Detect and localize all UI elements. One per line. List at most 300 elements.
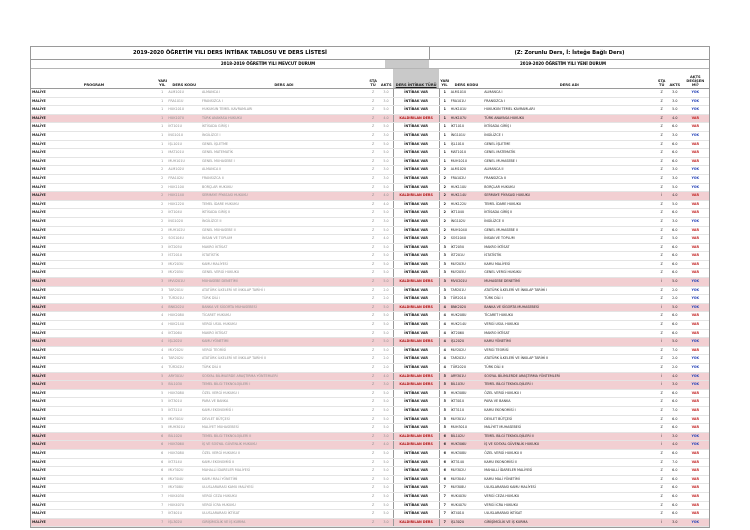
old-yariyil-cell: 5 bbox=[157, 406, 167, 415]
akts-changed-cell: YOK bbox=[682, 295, 709, 304]
old-code-cell: MAT101U bbox=[167, 149, 201, 158]
intibak-type-cell: KALDIRILAN DERS bbox=[393, 372, 439, 381]
akts-changed-cell: VAR bbox=[682, 252, 709, 261]
old-yariyil-cell: 1 bbox=[157, 131, 167, 140]
table-row bbox=[31, 183, 709, 192]
old-code-cell: İNG101U bbox=[167, 131, 201, 140]
new-status-cell: İ bbox=[655, 432, 668, 441]
table-row bbox=[31, 381, 709, 390]
old-akts-cell: 4.0 bbox=[379, 372, 393, 381]
new-code-cell: İKT401U bbox=[450, 510, 484, 519]
new-status-cell: Z bbox=[655, 415, 668, 424]
old-code-cell: HUK114U bbox=[167, 192, 201, 201]
intibak-type-cell: İNTİBAK VAR bbox=[393, 260, 439, 269]
new-yariyil-cell: 7 bbox=[439, 518, 449, 527]
new-code-cell: MVU201U bbox=[450, 278, 484, 287]
new-akts-cell: 6.0 bbox=[668, 269, 682, 278]
old-yariyil-cell: 3 bbox=[157, 278, 167, 287]
new-name-cell: KAMU MALİ YÖNETİMİ bbox=[483, 475, 655, 484]
program-cell: MALİYE bbox=[31, 97, 157, 106]
old-status-cell: Z bbox=[367, 406, 380, 415]
new-status-cell: İ bbox=[655, 303, 668, 312]
new-akts-cell: 6.0 bbox=[668, 140, 682, 149]
old-akts-cell: 3.0 bbox=[379, 131, 393, 140]
program-cell: MALİYE bbox=[31, 157, 157, 166]
old-akts-cell: 5.0 bbox=[379, 449, 393, 458]
new-status-cell: Z bbox=[655, 217, 668, 226]
program-cell: MALİYE bbox=[31, 510, 157, 519]
table-row bbox=[31, 269, 709, 278]
table-row bbox=[31, 286, 709, 295]
old-yariyil-cell: 6 bbox=[157, 475, 167, 484]
old-code-cell: MUH101U bbox=[167, 157, 201, 166]
new-status-cell: Z bbox=[655, 355, 668, 364]
new-name-cell: VERGİ TEORİSİ bbox=[483, 346, 655, 355]
old-akts-cell: 5.0 bbox=[379, 415, 393, 424]
old-status-cell: Z bbox=[367, 97, 380, 106]
new-status-cell: Z bbox=[655, 243, 668, 252]
old-status-cell: Z bbox=[367, 346, 380, 355]
new-yariyil-cell: 1 bbox=[439, 123, 449, 132]
intibak-type-cell: İNTİBAK VAR bbox=[393, 243, 439, 252]
old-status-cell: Z bbox=[367, 114, 380, 123]
old-name-cell: KAMU YÖNETİMİ bbox=[201, 338, 367, 347]
table-row bbox=[31, 295, 709, 304]
akts-changed-cell: VAR bbox=[682, 406, 709, 415]
new-status-cell: Z bbox=[655, 424, 668, 433]
new-name-cell: MAHALLİ İDARELER MALİYESİ bbox=[483, 467, 655, 476]
intibak-type-cell: İNTİBAK VAR bbox=[393, 501, 439, 510]
old-status-cell: Z bbox=[367, 106, 380, 115]
new-yariyil-cell: 7 bbox=[439, 501, 449, 510]
old-status-cell: Z bbox=[367, 381, 380, 390]
old-code-cell: İŞL202U bbox=[167, 338, 201, 347]
new-name-cell: İŞ VE SOSYAL GÜVENLİK HUKUKU bbox=[483, 441, 655, 450]
intibak-table bbox=[31, 69, 709, 527]
intibak-type-cell: İNTİBAK VAR bbox=[393, 398, 439, 407]
new-name-cell: MAKRO İKTİSAT bbox=[483, 243, 655, 252]
old-yariyil-cell: 3 bbox=[157, 252, 167, 261]
old-name-cell: ALMANCA I bbox=[201, 89, 367, 98]
new-status-cell: Z bbox=[655, 510, 668, 519]
new-yariyil-cell: 1 bbox=[439, 157, 449, 166]
akts-changed-cell: VAR bbox=[682, 467, 709, 476]
old-code-cell: BİL102U bbox=[167, 432, 201, 441]
new-name-cell: KAMU EKONOMİSİ I bbox=[483, 406, 655, 415]
old-akts-cell: 3.0 bbox=[379, 97, 393, 106]
old-name-cell: KAMU MALİ YÖNETİMİ bbox=[201, 475, 367, 484]
old-yariyil-cell: 3 bbox=[157, 260, 167, 269]
old-akts-cell: 5.0 bbox=[379, 157, 393, 166]
intibak-type-cell: İNTİBAK VAR bbox=[393, 389, 439, 398]
new-code-cell: İNG101U bbox=[450, 131, 484, 140]
new-name-cell: TEMEL BİLGİ TEKNOLOJİLERİ II bbox=[483, 432, 655, 441]
old-name-cell: FRANSIZCA II bbox=[201, 174, 367, 183]
new-name-cell: MALİYET MUHASEBESİ bbox=[483, 424, 655, 433]
intibak-type-cell: İNTİBAK VAR bbox=[393, 183, 439, 192]
program-cell: MALİYE bbox=[31, 252, 157, 261]
old-code-cell: ALM102U bbox=[167, 166, 201, 175]
old-akts-cell: 3.0 bbox=[379, 217, 393, 226]
akts-changed-cell: VAR bbox=[682, 492, 709, 501]
old-status-cell: Z bbox=[367, 243, 380, 252]
new-code-cell: HUK114U bbox=[450, 192, 484, 201]
new-status-cell: Z bbox=[655, 321, 668, 330]
old-status-cell: Z bbox=[367, 157, 380, 166]
new-name-cell: KAMU MALİYESİ bbox=[483, 260, 655, 269]
new-yariyil-cell: 1 bbox=[439, 106, 449, 115]
new-code-cell: BİL103U bbox=[450, 381, 484, 390]
table-row bbox=[31, 355, 709, 364]
program-cell: MALİYE bbox=[31, 432, 157, 441]
new-code-cell: TAR201U bbox=[450, 286, 484, 295]
new-akts-cell: 6.0 bbox=[668, 424, 682, 433]
akts-changed-cell: VAR bbox=[682, 260, 709, 269]
new-yariyil-cell: 2 bbox=[439, 217, 449, 226]
new-yariyil-cell: 1 bbox=[439, 97, 449, 106]
new-code-cell: İŞL202U bbox=[450, 338, 484, 347]
new-yariyil-cell: 5 bbox=[439, 424, 449, 433]
program-cell: MALİYE bbox=[31, 166, 157, 175]
old-akts-cell: 4.0 bbox=[379, 441, 393, 450]
table-row bbox=[31, 484, 709, 493]
old-akts-cell: 5.0 bbox=[379, 278, 393, 287]
new-status-cell: Z bbox=[655, 492, 668, 501]
intibak-type-cell: İNTİBAK VAR bbox=[393, 510, 439, 519]
old-yariyil-cell: 3 bbox=[157, 295, 167, 304]
old-name-cell: KAMU EKONOMİSİ II bbox=[201, 458, 367, 467]
table-row bbox=[31, 131, 709, 140]
old-akts-cell: 4.0 bbox=[379, 235, 393, 244]
program-cell: MALİYE bbox=[31, 312, 157, 321]
akts-changed-cell: YOK bbox=[682, 364, 709, 373]
old-name-cell: TÜRK ANAYASA HUKUKU bbox=[201, 114, 367, 123]
old-code-cell: BNK202U bbox=[167, 303, 201, 312]
old-name-cell: İNSAN VE TOPLUM bbox=[201, 235, 367, 244]
table-row bbox=[31, 372, 709, 381]
new-code-cell: HUK407U bbox=[450, 501, 484, 510]
akts-changed-cell: VAR bbox=[682, 312, 709, 321]
old-yariyil-cell: 5 bbox=[157, 381, 167, 390]
old-yariyil-cell: 7 bbox=[157, 501, 167, 510]
intibak-type-cell: KALDIRILAN DERS bbox=[393, 278, 439, 287]
old-akts-cell: 5.0 bbox=[379, 269, 393, 278]
table-row bbox=[31, 278, 709, 287]
old-name-cell: İKTİSADA GİRİŞ II bbox=[201, 209, 367, 218]
old-name-cell: ATATÜRK İLKELERİ VE İNKILAP TARİHİ I bbox=[201, 286, 367, 295]
new-yariyil-cell: 6 bbox=[439, 458, 449, 467]
old-name-cell: İŞ VE SOSYAL GÜVENLİK HUKUKU bbox=[201, 441, 367, 450]
new-status-cell: Z bbox=[655, 200, 668, 209]
section-header-row bbox=[31, 60, 709, 69]
old-code-cell: TAR201U bbox=[167, 286, 201, 295]
new-yariyil-cell: 4 bbox=[439, 338, 449, 347]
old-akts-cell: 5.0 bbox=[379, 389, 393, 398]
old-status-cell: Z bbox=[367, 174, 380, 183]
akts-changed-cell: VAR bbox=[682, 226, 709, 235]
akts-changed-cell: VAR bbox=[682, 346, 709, 355]
program-cell: MALİYE bbox=[31, 355, 157, 364]
new-akts-cell: 5.0 bbox=[668, 183, 682, 192]
new-code-cell: MLY308U bbox=[450, 484, 484, 493]
new-code-cell: HUK308U bbox=[450, 449, 484, 458]
old-status-cell: Z bbox=[367, 338, 380, 347]
new-yariyil-cell: 3 bbox=[439, 260, 449, 269]
new-code-cell: HUK214U bbox=[450, 321, 484, 330]
old-status-cell: Z bbox=[367, 183, 380, 192]
akts-changed-cell: VAR bbox=[682, 123, 709, 132]
old-akts-cell: 5.0 bbox=[379, 501, 393, 510]
new-yariyil-cell: 1 bbox=[439, 89, 449, 98]
table-body bbox=[31, 89, 709, 527]
program-cell: MALİYE bbox=[31, 389, 157, 398]
old-code-cell: MUH301U bbox=[167, 424, 201, 433]
akts-changed-cell: YOK bbox=[682, 355, 709, 364]
intibak-type-cell: İNTİBAK VAR bbox=[393, 97, 439, 106]
old-status-cell: Z bbox=[367, 415, 380, 424]
old-name-cell: VERGİ USUL HUKUKU bbox=[201, 321, 367, 330]
akts-changed-cell: YOK bbox=[682, 174, 709, 183]
new-name-cell: ÖZEL VERGİ HUKUKU II bbox=[483, 449, 655, 458]
old-name-cell: GENEL VERGİ HUKUKU bbox=[201, 269, 367, 278]
old-code-cell: ARY301U bbox=[167, 372, 201, 381]
column-header-row bbox=[31, 69, 709, 89]
old-yariyil-cell: 2 bbox=[157, 166, 167, 175]
new-status-cell: Z bbox=[655, 286, 668, 295]
new-status-cell: Z bbox=[655, 295, 668, 304]
akts-changed-cell: VAR bbox=[682, 449, 709, 458]
new-akts-cell: 4.0 bbox=[668, 114, 682, 123]
new-code-cell: İKT101U bbox=[450, 123, 484, 132]
program-cell: MALİYE bbox=[31, 467, 157, 476]
old-name-cell: ALMANCA II bbox=[201, 166, 367, 175]
akts-changed-cell: YOK bbox=[682, 131, 709, 140]
program-cell: MALİYE bbox=[31, 269, 157, 278]
akts-changed-cell: YOK bbox=[682, 166, 709, 175]
new-status-cell: Z bbox=[655, 209, 668, 218]
new-code-cell: İŞL302U bbox=[450, 518, 484, 527]
new-code-cell: HUK306U bbox=[450, 441, 484, 450]
new-akts-cell: 6.0 bbox=[668, 209, 682, 218]
legend-note: (Z: Zorunlu Ders, İ: İsteğe Bağlı Ders) bbox=[514, 50, 625, 56]
old-name-cell: TEMEL BİLGİ TEKNOLOJİLERİ I bbox=[201, 381, 367, 390]
old-akts-cell: 2.0 bbox=[379, 364, 393, 373]
old-name-cell: İNGİLİZCE II bbox=[201, 217, 367, 226]
intibak-type-cell: İNTİBAK VAR bbox=[393, 157, 439, 166]
new-yariyil-cell: 4 bbox=[439, 364, 449, 373]
intibak-type-cell: İNTİBAK VAR bbox=[393, 217, 439, 226]
new-name-cell: İSTATİSTİK bbox=[483, 252, 655, 261]
table-row bbox=[31, 492, 709, 501]
new-name-cell: ULUSLARARASI KAMU MALİYESİ bbox=[483, 484, 655, 493]
intibak-type-cell: KALDIRILAN DERS bbox=[393, 381, 439, 390]
new-yariyil-cell: 2 bbox=[439, 235, 449, 244]
new-status-cell: Z bbox=[655, 123, 668, 132]
new-yariyil-cell: 2 bbox=[439, 192, 449, 201]
new-name-cell: KAMU EKONOMİSİ II bbox=[483, 458, 655, 467]
new-name-cell: MAKRO İKTİSAT bbox=[483, 329, 655, 338]
old-akts-cell: 5.0 bbox=[379, 140, 393, 149]
intibak-type-cell: İNTİBAK VAR bbox=[393, 226, 439, 235]
old-yariyil-cell: 7 bbox=[157, 510, 167, 519]
akts-changed-cell: YOK bbox=[682, 372, 709, 381]
akts-changed-cell: VAR bbox=[682, 157, 709, 166]
new-akts-cell: 6.0 bbox=[668, 329, 682, 338]
new-name-cell: TİCARET HUKUKU bbox=[483, 312, 655, 321]
intibak-type-cell: İNTİBAK VAR bbox=[393, 346, 439, 355]
new-name-cell: GENEL MUHASEBE I bbox=[483, 157, 655, 166]
old-status-cell: Z bbox=[367, 217, 380, 226]
old-status-cell: Z bbox=[367, 89, 380, 98]
new-status-cell: Z bbox=[655, 329, 668, 338]
table-row bbox=[31, 415, 709, 424]
new-name-cell: PARA VE BANKA bbox=[483, 398, 655, 407]
intibak-type-cell: KALDIRILAN DERS bbox=[393, 441, 439, 450]
program-cell: MALİYE bbox=[31, 131, 157, 140]
new-yariyil-cell: 1 bbox=[439, 140, 449, 149]
program-cell: MALİYE bbox=[31, 303, 157, 312]
new-code-cell: ALM102U bbox=[450, 166, 484, 175]
program-cell: MALİYE bbox=[31, 441, 157, 450]
new-name-cell: GENEL VERGİ HUKUKU bbox=[483, 269, 655, 278]
old-code-cell: HUK214U bbox=[167, 321, 201, 330]
new-status-cell: Z bbox=[655, 501, 668, 510]
new-yariyil-cell: 7 bbox=[439, 484, 449, 493]
old-code-cell: İKT206U bbox=[167, 329, 201, 338]
old-status-cell: Z bbox=[367, 200, 380, 209]
new-name-cell: ALMANCA I bbox=[483, 89, 655, 98]
intibak-type-cell: İNTİBAK VAR bbox=[393, 321, 439, 330]
old-yariyil-cell: 1 bbox=[157, 97, 167, 106]
akts-changed-cell: VAR bbox=[682, 192, 709, 201]
old-status-cell: Z bbox=[367, 398, 380, 407]
new-akts-cell: 5.0 bbox=[668, 338, 682, 347]
program-cell: MALİYE bbox=[31, 89, 157, 98]
old-code-cell: HUK122U bbox=[167, 200, 201, 209]
old-yariyil-cell: 2 bbox=[157, 183, 167, 192]
table-row bbox=[31, 501, 709, 510]
new-yariyil-cell: 4 bbox=[439, 346, 449, 355]
old-status-cell: Z bbox=[367, 372, 380, 381]
old-code-cell: İKT314U bbox=[167, 458, 201, 467]
new-name-cell: SOSYAL BİLİMLERDE ARAŞTIRMA YÖNTEMLERİ bbox=[483, 372, 655, 381]
new-akts-cell: 5.0 bbox=[668, 106, 682, 115]
new-code-cell: HUK403U bbox=[450, 492, 484, 501]
new-yariyil-cell: 2 bbox=[439, 183, 449, 192]
table-row bbox=[31, 260, 709, 269]
new-code-cell: HUK308U bbox=[450, 389, 484, 398]
table-row bbox=[31, 209, 709, 218]
intibak-type-cell: İNTİBAK VAR bbox=[393, 149, 439, 158]
old-name-cell: TEMEL BİLGİ TEKNOLOJİLERİ II bbox=[201, 432, 367, 441]
new-code-cell: İKT206U bbox=[450, 329, 484, 338]
old-status-cell: Z bbox=[367, 329, 380, 338]
old-name-cell: VERGİ TEORİSİ bbox=[201, 346, 367, 355]
old-name-cell: MAKRO İKTİSAT bbox=[201, 243, 367, 252]
new-code-cell: MUH104U bbox=[450, 226, 484, 235]
old-name-cell: GENEL MUHASEBE II bbox=[201, 226, 367, 235]
new-akts-cell: 6.0 bbox=[668, 149, 682, 158]
new-akts-cell: 6.0 bbox=[668, 398, 682, 407]
old-code-cell: MLY203U bbox=[167, 260, 201, 269]
old-yariyil-cell: 2 bbox=[157, 226, 167, 235]
table-row bbox=[31, 510, 709, 519]
new-code-cell: MUH301U bbox=[450, 424, 484, 433]
new-akts-cell: 4.0 bbox=[668, 441, 682, 450]
new-name-cell: SERMAYE PİYASASI HUKUKU bbox=[483, 192, 655, 201]
program-cell: MALİYE bbox=[31, 174, 157, 183]
table-row bbox=[31, 89, 709, 98]
new-status-cell: Z bbox=[655, 114, 668, 123]
new-yariyil-cell: 2 bbox=[439, 226, 449, 235]
old-akts-cell: 3.0 bbox=[379, 166, 393, 175]
program-cell: MALİYE bbox=[31, 492, 157, 501]
intibak-type-cell: İNTİBAK VAR bbox=[393, 406, 439, 415]
table-row bbox=[31, 346, 709, 355]
old-code-cell: HUK107U bbox=[167, 114, 201, 123]
old-code-cell: HUK110U bbox=[167, 183, 201, 192]
old-name-cell: KAMU EKONOMİSİ I bbox=[201, 406, 367, 415]
old-yariyil-cell: 6 bbox=[157, 458, 167, 467]
new-akts-cell: 6.0 bbox=[668, 501, 682, 510]
new-yariyil-cell: 4 bbox=[439, 329, 449, 338]
intibak-type-cell: İNTİBAK VAR bbox=[393, 467, 439, 476]
new-yariyil-cell: 6 bbox=[439, 475, 449, 484]
new-status-cell: Z bbox=[655, 260, 668, 269]
old-name-cell: VERGİ İCRA HUKUKU bbox=[201, 501, 367, 510]
old-yariyil-cell: 4 bbox=[157, 355, 167, 364]
new-akts-cell: 7.0 bbox=[668, 406, 682, 415]
new-status-cell: Z bbox=[655, 389, 668, 398]
new-yariyil-cell: 4 bbox=[439, 303, 449, 312]
old-yariyil-cell: 1 bbox=[157, 157, 167, 166]
old-status-cell: Z bbox=[367, 131, 380, 140]
old-yariyil-cell: 3 bbox=[157, 243, 167, 252]
table-row bbox=[31, 432, 709, 441]
old-yariyil-cell: 5 bbox=[157, 389, 167, 398]
new-name-cell: GENEL MATEMATİK bbox=[483, 149, 655, 158]
old-name-cell: ULUSLARARASI KAMU MALİYESİ bbox=[201, 484, 367, 493]
old-status-cell: Z bbox=[367, 192, 380, 201]
old-name-cell: GENEL MATEMATİK bbox=[201, 149, 367, 158]
new-akts-cell: 6.0 bbox=[668, 415, 682, 424]
old-akts-cell: 5.0 bbox=[379, 346, 393, 355]
old-code-cell: MLY202U bbox=[167, 346, 201, 355]
intibak-type-cell: İNTİBAK VAR bbox=[393, 286, 439, 295]
akts-changed-cell: VAR bbox=[682, 510, 709, 519]
akts-changed-cell: VAR bbox=[682, 114, 709, 123]
old-status-cell: Z bbox=[367, 518, 380, 527]
old-name-cell: İNGİLİZCE I bbox=[201, 131, 367, 140]
new-akts-cell: 6.0 bbox=[668, 157, 682, 166]
new-yariyil-cell: 5 bbox=[439, 398, 449, 407]
intibak-type-cell: İNTİBAK VAR bbox=[393, 475, 439, 484]
new-yariyil-cell: 5 bbox=[439, 381, 449, 390]
new-name-cell: VERGİ CEZA HUKUKU bbox=[483, 492, 655, 501]
new-code-cell: TÜR202U bbox=[450, 364, 484, 373]
table-row bbox=[31, 467, 709, 476]
new-yariyil-cell: 2 bbox=[439, 200, 449, 209]
old-status-cell: Z bbox=[367, 286, 380, 295]
new-code-cell: TÜR201U bbox=[450, 295, 484, 304]
new-name-cell: GENEL MUHASEBE II bbox=[483, 226, 655, 235]
table-row bbox=[31, 338, 709, 347]
old-status-cell: Z bbox=[367, 260, 380, 269]
new-code-cell: İKT104U bbox=[450, 209, 484, 218]
intibak-type-cell: İNTİBAK VAR bbox=[393, 123, 439, 132]
new-status-cell: Z bbox=[655, 106, 668, 115]
old-yariyil-cell: 3 bbox=[157, 286, 167, 295]
